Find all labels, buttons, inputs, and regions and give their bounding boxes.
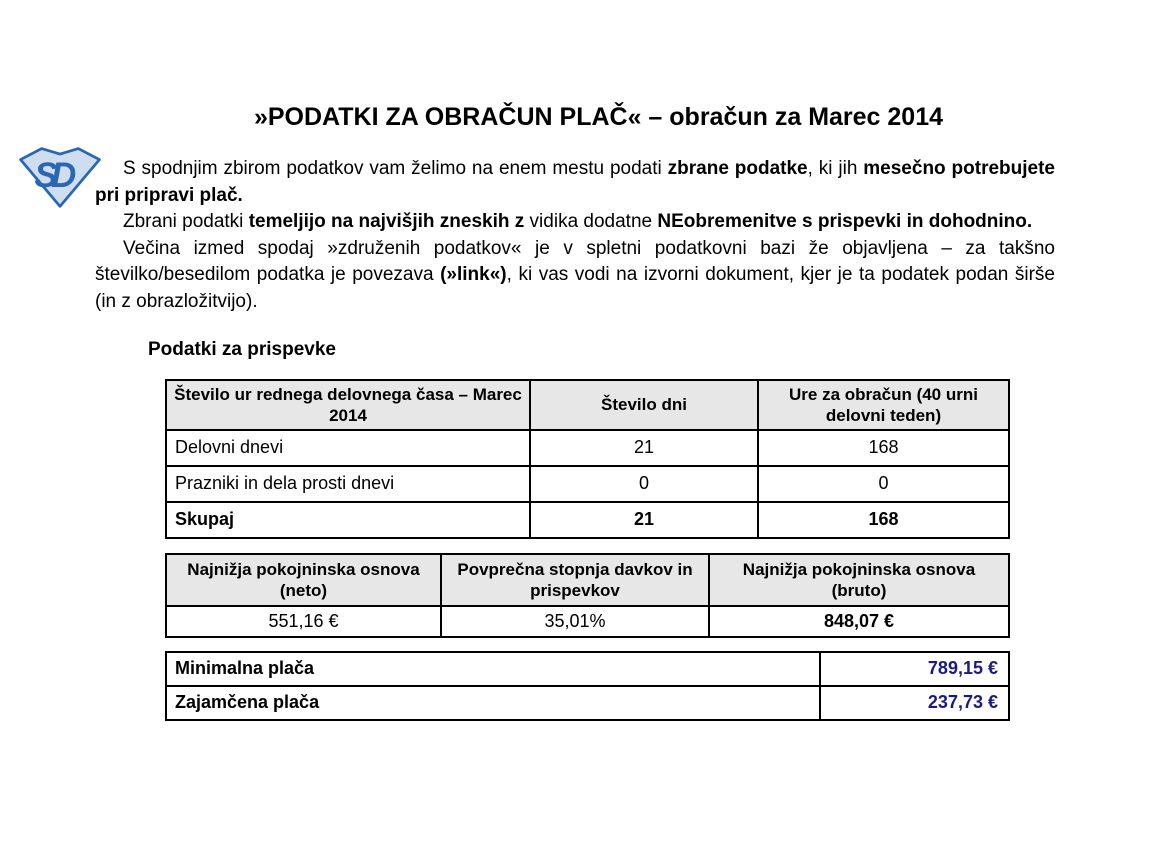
column-header-hours: Število ur rednega delovnega časa – Marec 2014	[166, 380, 530, 430]
column-header-days: Število dni	[530, 380, 758, 430]
row-label: Prazniki in dela prosti dnevi	[166, 466, 530, 502]
table-row-minimum-wage	[166, 652, 1009, 686]
document-title: »PODATKI ZA OBRAČUN PLAČ« – obračun za Marec 2014	[253, 103, 944, 131]
working-hours-table	[165, 379, 1010, 539]
hours-value: 168	[758, 430, 1009, 466]
row-label: Delovni dnevi	[166, 430, 530, 466]
row-label: Zajamčena plača	[166, 686, 820, 720]
column-header-rate: Povprečna stopnja davkov in prispevkov	[441, 554, 709, 606]
row-label: Minimalna plača	[166, 652, 820, 686]
pension-header-row	[166, 554, 1009, 606]
sd-shield-logo	[14, 144, 106, 210]
table-row-working-days	[166, 430, 1009, 466]
table-row-total	[166, 502, 1009, 538]
pension-base-table	[165, 553, 1010, 638]
wages-table	[165, 651, 1010, 721]
table-row-holidays	[166, 466, 1009, 502]
days-value: 21	[530, 430, 758, 466]
minimum-wage-value-link[interactable]: 789,15 €	[820, 652, 1009, 686]
hours-value: 0	[758, 466, 1009, 502]
pension-values-row	[166, 606, 1009, 637]
intro-paragraph-1: S spodnjim zbirom podatkov vam želimo na enem mestu podati zbrane podatke, ki jih mesečno potrebujete pri pripravi plač.	[95, 158, 1055, 206]
column-header-neto: Najnižja pokojninska osnova (neto)	[166, 554, 441, 606]
column-header-bruto: Najnižja pokojninska osnova (bruto)	[709, 554, 1009, 606]
row-label: Skupaj	[166, 502, 530, 538]
intro-text	[95, 156, 1055, 316]
hours-value: 168	[758, 502, 1009, 538]
rate-value: 35,01%	[441, 606, 709, 637]
table-row-guaranteed-wage	[166, 686, 1009, 720]
days-value: 21	[530, 502, 758, 538]
days-value: 0	[530, 466, 758, 502]
intro-paragraph-3: Večina izmed spodaj »združenih podatkov« je v spletni podatkovni bazi že objavljena – za takšno številko/besedilom podatka je povezava (»link«), ki vas vodi na izvorni dokument, kjer je ta podatek podan širše (in z obrazložitvijo).	[95, 237, 1055, 312]
bruto-value: 848,07 €	[709, 606, 1009, 637]
logo-letters: SD	[34, 156, 70, 196]
neto-value: 551,16 €	[166, 606, 441, 637]
column-header-calc-hours: Ure za obračun (40 urni delovni teden)	[758, 380, 1009, 430]
intro-paragraph-2: Zbrani podatki temeljijo na najvišjih zneskih z vidika dodatne NEobremenitve s prispevki in dohodnino.	[123, 211, 1033, 233]
section-heading-prispevki: Podatki za prispevke	[148, 338, 336, 360]
guaranteed-wage-value-link[interactable]: 237,73 €	[820, 686, 1009, 720]
working-hours-header-row	[166, 380, 1009, 430]
